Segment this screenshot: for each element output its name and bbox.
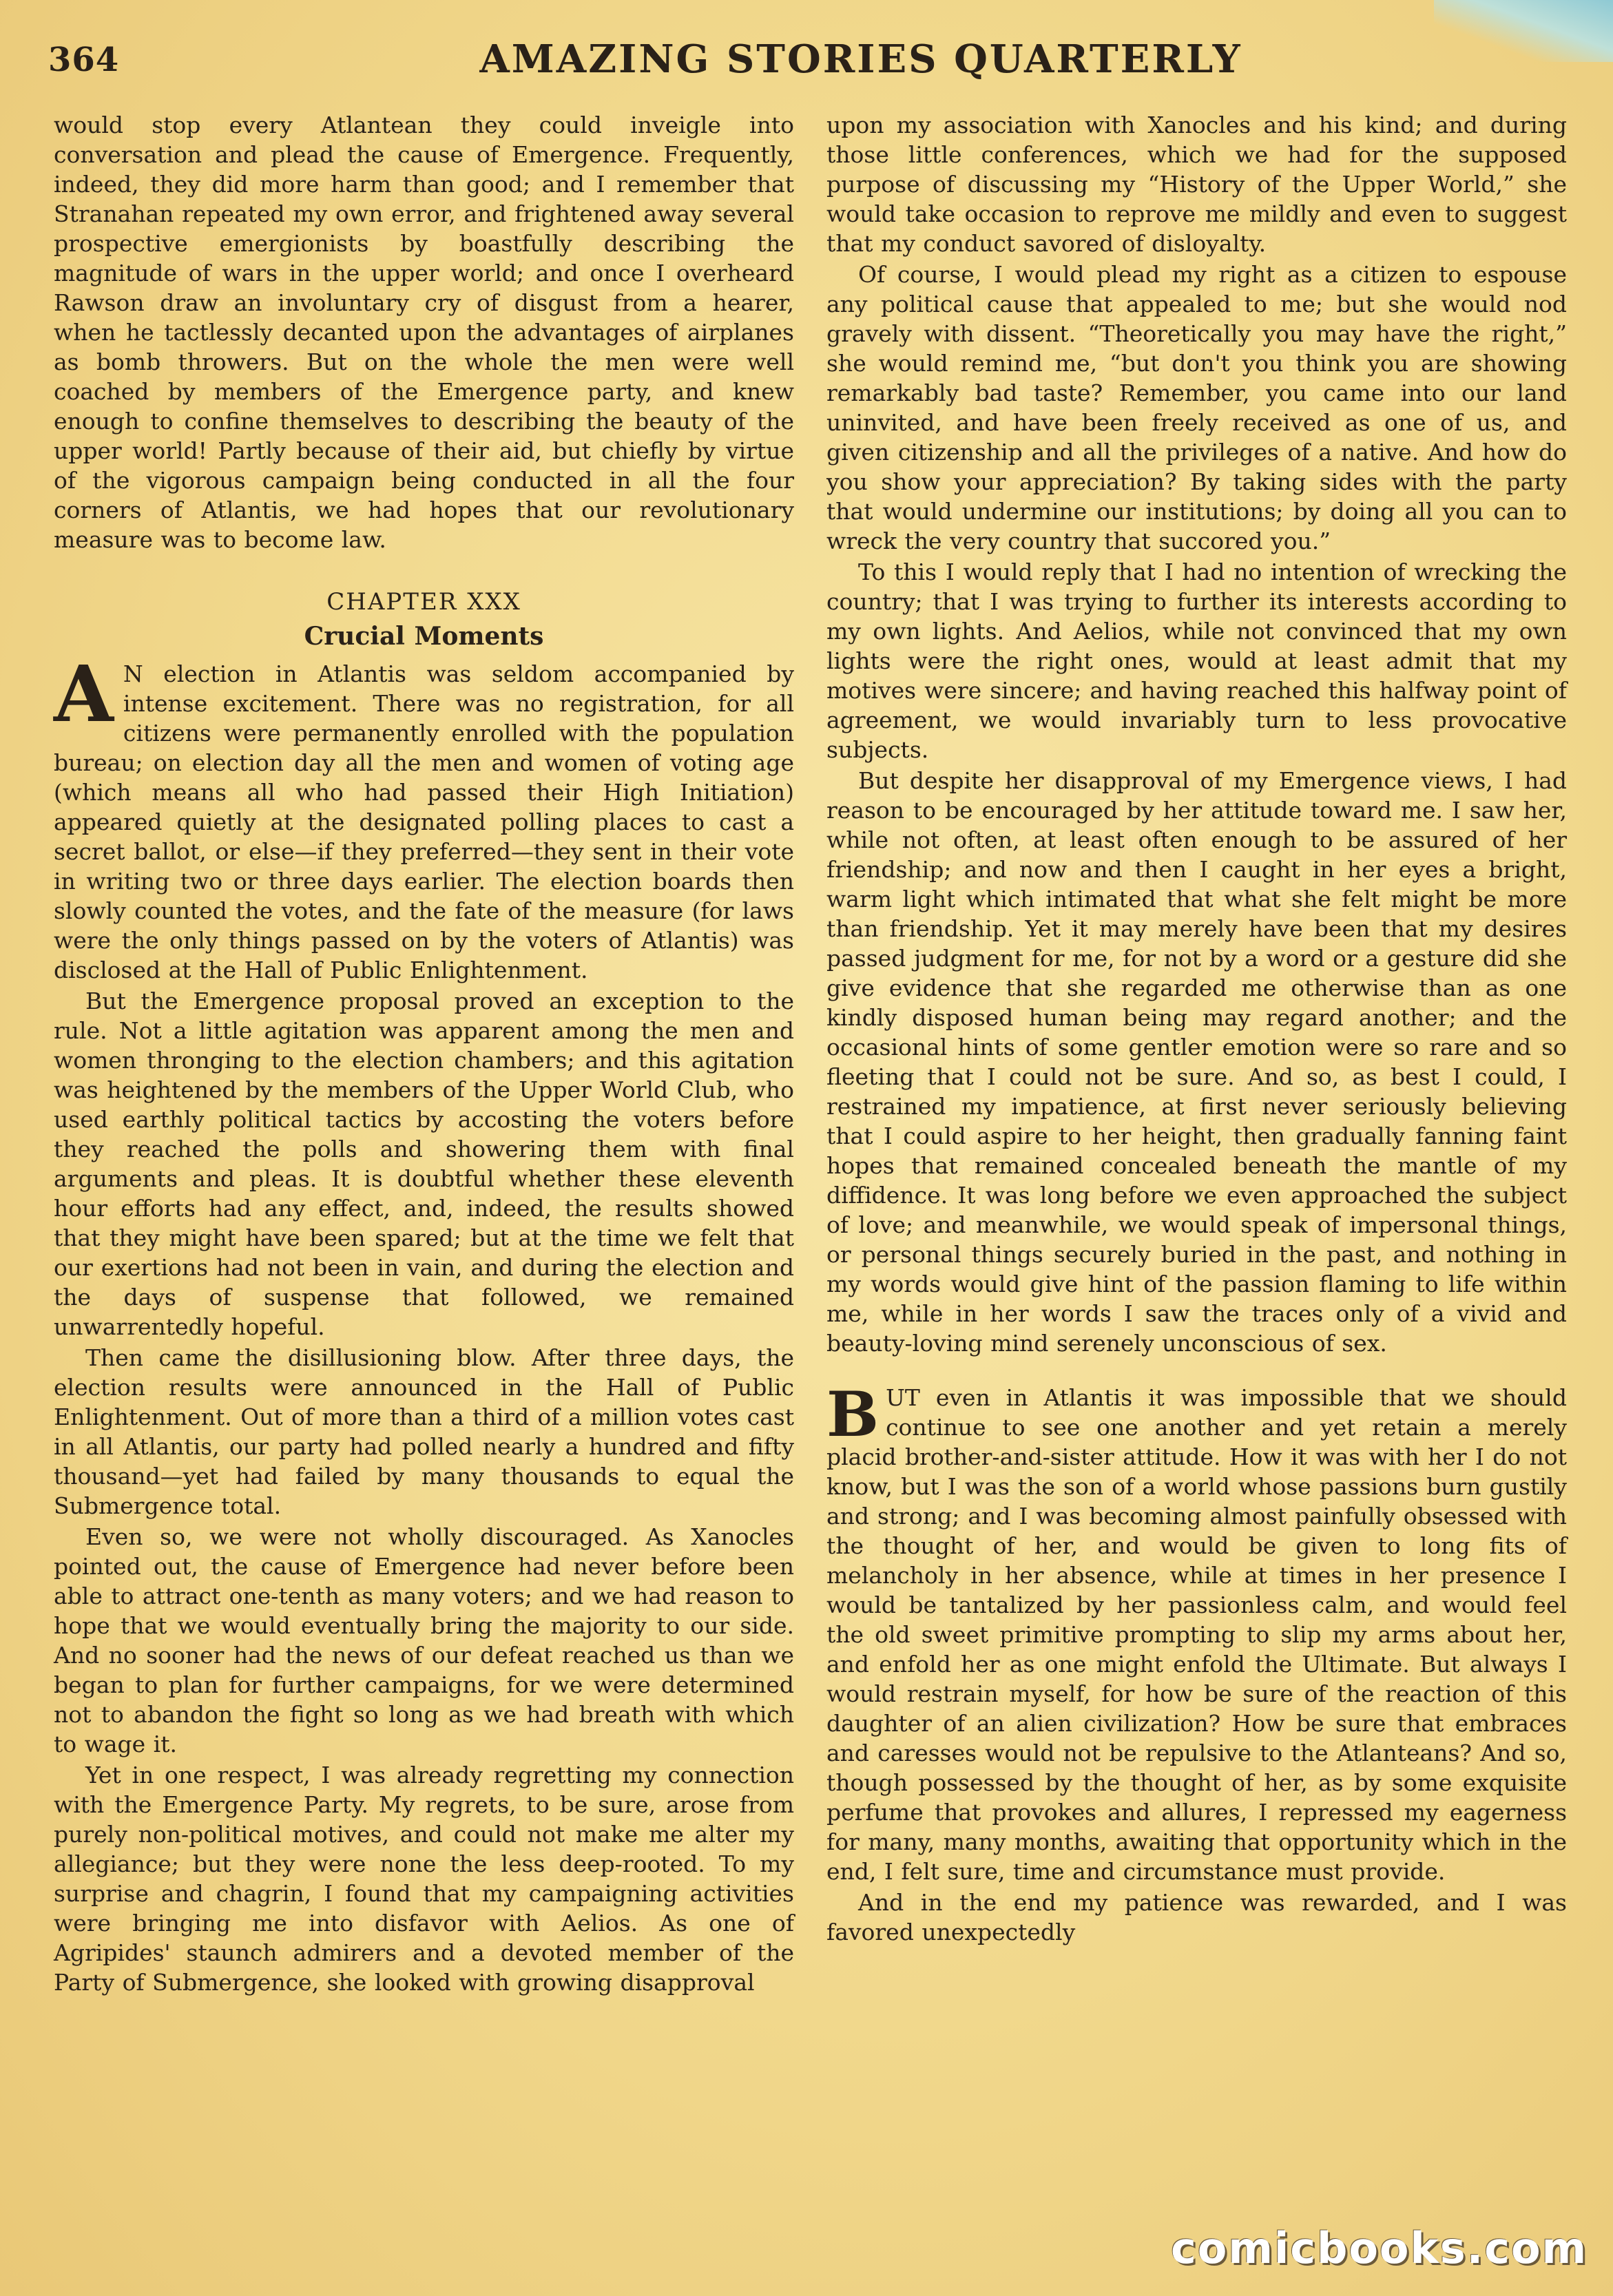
- chapter-title: Crucial Moments: [304, 622, 544, 651]
- left-paragraph-4: Then came the disillusioning blow. After three days, the election results were announced in the Hall of Public Enlightenment. Out of more than a third of a million votes cast in all Atlantis, our party had polled nearly a hundred and fifty thousand—yet had failed by many thousands to equal the Submergence total.: [54, 1344, 794, 1519]
- left-paragraph-3: But the Emergence proposal proved an exception to the rule. Not a little agitation was apparent among the men and women thronging to the election chambers; and this agitation was heightened by the members of the Upper World Club, who used earthly political tactics by accosting the voters before they reached the polls and showering them with final arguments and pleas. It is doubtful whether these eleventh hour efforts had any effect, and, indeed, the results showed that they might have been spared; but at the time we felt that our exertions had not been in vain, and during the election and the days of suspense that followed, we remained unwarrentedly hopeful.: [54, 988, 794, 1340]
- watermark: comicbooks.com: [1171, 2223, 1588, 2273]
- right-paragraph-5: [826, 1378, 1567, 1886]
- left-paragraph-5: Even so, we were not wholly discouraged. As Xanocles pointed out, the cause of Emergence had never before been able to attract one-tenth as many voters; and we had reason to hope that we would eventually bring the majority to our side. And no sooner had the news of our defeat reached us than we began to plan for further campaigns, for we were determined not to abandon the fight so long as we had breath with which to wage it.: [54, 1523, 794, 1757]
- drop-cap-a: A: [54, 649, 114, 740]
- page-number: 364: [48, 41, 120, 79]
- right-paragraph-4: But despite her disapproval of my Emergence views, I had reason to be encouraged by her attitude toward me. I saw her, while not often, at least often enough to be assured of her friendship; and now and then I caught in her eyes a bright, warm light which intimated that what she felt might be more than friendship. Yet it may merely have been that my desires passed judgment for me, for not by a word or a gesture did she give evidence that she regarded me otherwise than as one kindly disposed human being may regard another; and the occasional hints of some gentler emotion were so rare and so fleeting that I could not be sure. And so, as best I could, I restrained my impatience, at first never seriously believing that I could aspire to her height, then gradually fanning faint hopes that remained concealed beneath the mantle of my diffidence. It was long before we even approached the subject of love; and meanwhile, we would speak of impersonal things, or personal things securely buried in the past, and nothing in my words would give hint of the passion flaming to life within me, while in her words I saw the traces only of a vivid and beauty-loving mind serenely unconscious of sex.: [826, 767, 1567, 1357]
- right-paragraph-5-text: UT even in Atlantis it was impossible that we should continue to see one another and yet retain a merely placid brother-and-sister attitude. How it was with her I do not know, but I was the son of a world whose passions burn gustily and strong; and I was becoming almost painfully obsessed with the thought of her, and would be given to long fits of melancholy in her absence, while at times in her presence I would be tantalized by her passionless calm, and would feel the old sweet primitive prompting to slip my arms about her, and enfold her as one might enfold the Ultimate. But always I would restrain myself, for how be sure of the reaction of this daughter of an alien civilization? How be sure that embraces and caresses would not be repulsive to the Atlanteans? And so, though possessed by the thought of her, as by some exquisite perfume that provokes and allures, I repressed my eagerness for many, many months, awaiting that opportunity which in the end, I felt sure, time and circumstance must provide.: [826, 1384, 1567, 1885]
- right-column: [826, 110, 1567, 1948]
- left-paragraph-2: [54, 649, 794, 985]
- left-column: [54, 110, 794, 1998]
- drop-cap-b: B: [826, 1378, 880, 1451]
- right-paragraph-1: upon my association with Xanocles and his kind; and during those little conferences, which we had for the supposed purpose of discussing my “History of the Upper World,” she would take occasion to reprove me mildly and even to suggest that my conduct savored of disloyalty.: [826, 112, 1567, 257]
- running-title: AMAZING STORIES QUARTERLY: [479, 36, 1242, 82]
- chapter-heading: [54, 586, 794, 655]
- right-paragraph-6: And in the end my patience was rewarded, and I was favored unexpectedly: [826, 1889, 1567, 1945]
- chapter-number: CHAPTER XXX: [326, 588, 521, 616]
- left-paragraph-1: would stop every Atlantean they could inveigle into conversation and plead the cause of Emergence. Frequently, indeed, they did more harm than good; and I remember that Stranahan repeated my own error, and frightened away several prospective emergionists by boastfully describing the magnitude of wars in the upper world; and once I overheard Rawson draw an involuntary cry of disgust from a hearer, when he tactlessly decanted upon the advantages of airplanes as bomb throwers. But on the whole the men were well coached by members of the Emergence party, and knew enough to confine themselves to describing the beauty of the upper world! Partly because of their aid, but chiefly by virtue of the vigorous campaign being conducted in all the four corners of Atlantis, we had hopes that our revolutionary measure was to become law.: [54, 112, 794, 553]
- page-header: [48, 31, 1584, 86]
- left-paragraph-6: Yet in one respect, I was already regretting my connection with the Emergence Party. My regrets, to be sure, arose from purely non-political motives, and could not make me alter my allegiance; but they were none the less deep-rooted. To my surprise and chagrin, I found that my campaigning activities were bringing me into disfavor with Aelios. As one of Agripides' staunch admirers and a devoted member of the Party of Submergence, she looked with growing disapproval: [54, 1762, 794, 1996]
- section-break: [826, 1359, 1567, 1383]
- right-paragraph-3: To this I would reply that I had no intention of wrecking the country; that I was trying to further its interests according to my own lights. And Aelios, while not convinced that my own lights were the right ones, would at least admit that my motives were sincere; and having reached this halfway point of agreement, we would invariably turn to less provocative subjects.: [826, 559, 1567, 763]
- right-paragraph-2: Of course, I would plead my right as a citizen to espouse any political cause that appealed to me; but she would nod gravely with dissent. “Theoretically you may have the right,” she would remind me, “but don't you think you are showing remarkably bad taste? Remember, you came into our land uninvited, and have been freely received as one of us, and given citizenship and all the privileges of a native. And how do you show your appreciation? By taking sides with the party that would undermine our institutions; by doing all you can to wreck the very country that succored you.”: [826, 261, 1567, 554]
- left-paragraph-2-text: N election in Atlantis was seldom accompanied by intense excitement. There was no registration, for all citizens were permanently enrolled with the population bureau; on election day all the men and women of voting age (which means all who had passed their High Initiation) appeared quietly at the designated polling places to cast a secret ballot, or else—if they preferred—they sent in their vote in writing two or three days earlier. The election boards then slowly counted the votes, and the fate of the measure (for laws were the only things passed on by the voters of Atlantis) was disclosed at the Hall of Public Enlightenment.: [54, 660, 794, 983]
